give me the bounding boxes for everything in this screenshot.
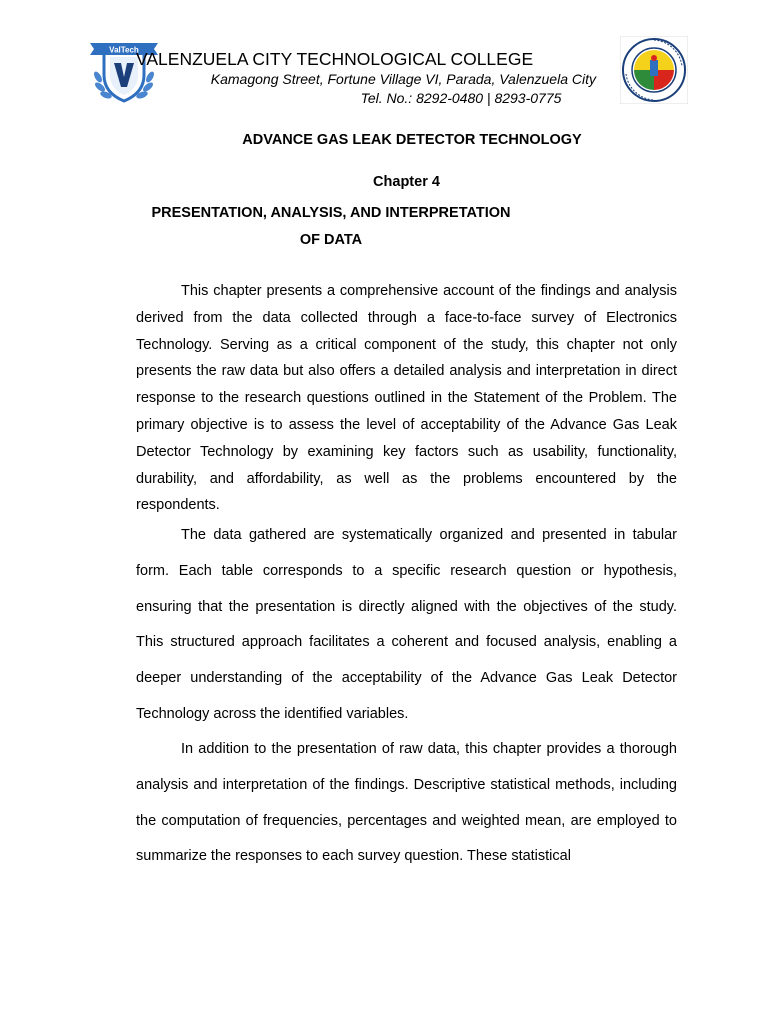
- project-title: ADVANCE GAS LEAK DETECTOR TECHNOLOGY: [242, 132, 582, 148]
- body-paragraph-3: In addition to the presentation of raw data, this chapter provides a thorough analysis and interpretation of the findings. Descriptive statistical methods, including the computation of frequencies, percentages and weighted mean, are employed to summarize the responses to each survey question. These statistical: [136, 741, 677, 865]
- body-paragraph-2: The data gathered are systematically organized and presented in tabular form. Each table corresponds to a specific research question or hypothesis, ensuring that the presentation is directly aligned with the objectives of the study. This structured approach facilitates a coherent and focused analysis, enabling a deeper understanding of the acceptability of the Advance Gas Leak Detector Technology across the identified variables.: [136, 527, 677, 722]
- svg-text:ValTech: ValTech: [109, 45, 139, 55]
- chapter-number: Chapter 4: [373, 174, 440, 190]
- chapter-title-line2: OF DATA: [299, 232, 363, 248]
- college-name: VALENZUELA CITY TECHNOLOGICAL COLLEGE: [136, 49, 534, 69]
- valtech-logo: [88, 37, 160, 105]
- chapter-title: [136, 200, 526, 254]
- city-seal-logo: [620, 36, 688, 104]
- telephone-numbers: Tel. No.: 8292-0480 | 8293-0775: [360, 90, 562, 106]
- chapter-title-line1: PRESENTATION, ANALYSIS, AND INTERPRETATION: [151, 205, 511, 221]
- college-address: Kamagong Street, Fortune Village VI, Parada, Valenzuela City: [210, 71, 596, 87]
- body-paragraph-1: This chapter presents a comprehensive account of the findings and analysis derived from the data collected through a face-to-face survey of Electronics Technology. Serving as a critical component of the study, this chapter not only presents the raw data but also offers a detailed analysis and interpretation in direct response to the research questions outlined in the Statement of the Problem. The primary objective is to assess the level of acceptability of the Advance Gas Leak Detector Technology by examining key factors such as usability, functionality, durability, and affordability, as well as the problems encountered by the respondents.: [136, 283, 677, 514]
